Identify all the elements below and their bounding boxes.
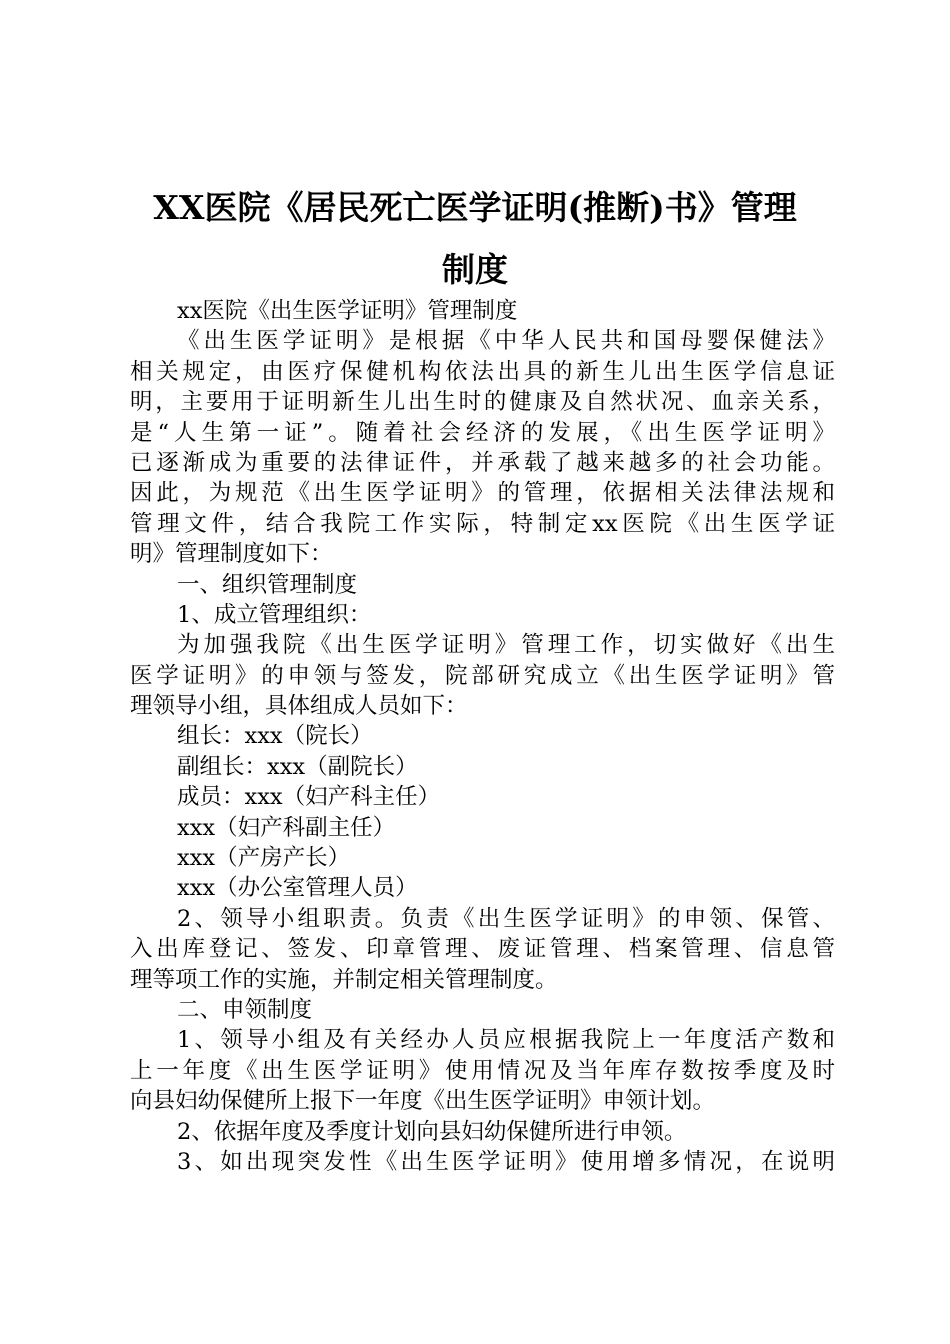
body-line: 向县妇幼保健所上报下一年度《出生医学证明》申领计划。 [130,1088,716,1115]
body-line: 是“人生第一证”。随着社会经济的发展，《出生医学证明》 [130,419,835,446]
body-line: 3、如出现突发性《出生医学证明》使用增多情况，在说明 [177,1148,835,1175]
body-line: 成员：xxx（妇产科主任） [177,784,441,811]
body-line: 已逐渐成为重要的法律证件，并承载了越来越多的社会功能。 [130,449,835,476]
body-line: xxx（办公室管理人员） [177,875,418,902]
document-title-line-1: XX医院《居民死亡医学证明(推断)书》管理 [153,188,797,227]
body-line: 一、组织管理制度 [177,571,358,598]
body-line: xxx（妇产科副主任） [177,814,396,841]
body-line: 因此，为规范《出生医学证明》的管理，依据相关法律法规和 [130,480,835,507]
body-line: 2、领导小组职责。负责《出生医学证明》的申领、保管、 [177,905,835,932]
document-body [130,296,835,1177]
body-line: 1、领导小组及有关经办人员应根据我院上一年度活产数和 [177,1027,835,1054]
body-line: 理等项工作的实施，并制定相关管理制度。 [130,966,558,993]
document-title-line-2: 制度 [442,250,508,289]
body-line: 相关规定，由医疗保健机构依法出具的新生儿出生医学信息证 [130,358,835,385]
body-line: 二、申领制度 [177,996,313,1023]
body-line: 明》管理制度如下： [130,541,333,568]
body-line: xxx（产房产长） [177,845,351,872]
body-line: 医学证明》的申领与签发，院部研究成立《出生医学证明》管 [130,662,835,689]
body-line: 理领导小组，具体组成人员如下： [130,693,468,720]
body-line: 副组长：xxx（副院长） [177,753,418,780]
body-line: 为加强我院《出生医学证明》管理工作，切实做好《出生 [177,632,835,659]
body-line: 管理文件，结合我院工作实际，特制定xx医院《出生医学证 [130,510,835,537]
body-line: 上一年度《出生医学证明》使用情况及当年库存数按季度及时 [130,1057,835,1084]
body-line: 1、成立管理组织： [177,601,372,628]
body-line: 入出库登记、签发、印章管理、废证管理、档案管理、信息管 [130,936,835,963]
body-line: xx医院《出生医学证明》管理制度 [177,298,518,324]
body-line: 明，主要用于证明新生儿出生时的健康及自然状况、血亲关系， [130,389,835,416]
body-line: 《出生医学证明》是根据《中华人民共和国母婴保健法》 [177,328,835,355]
body-line: 组长：xxx（院长） [177,723,373,750]
body-line: 2、依据年度及季度计划向县妇幼保健所进行申领。 [177,1118,687,1145]
